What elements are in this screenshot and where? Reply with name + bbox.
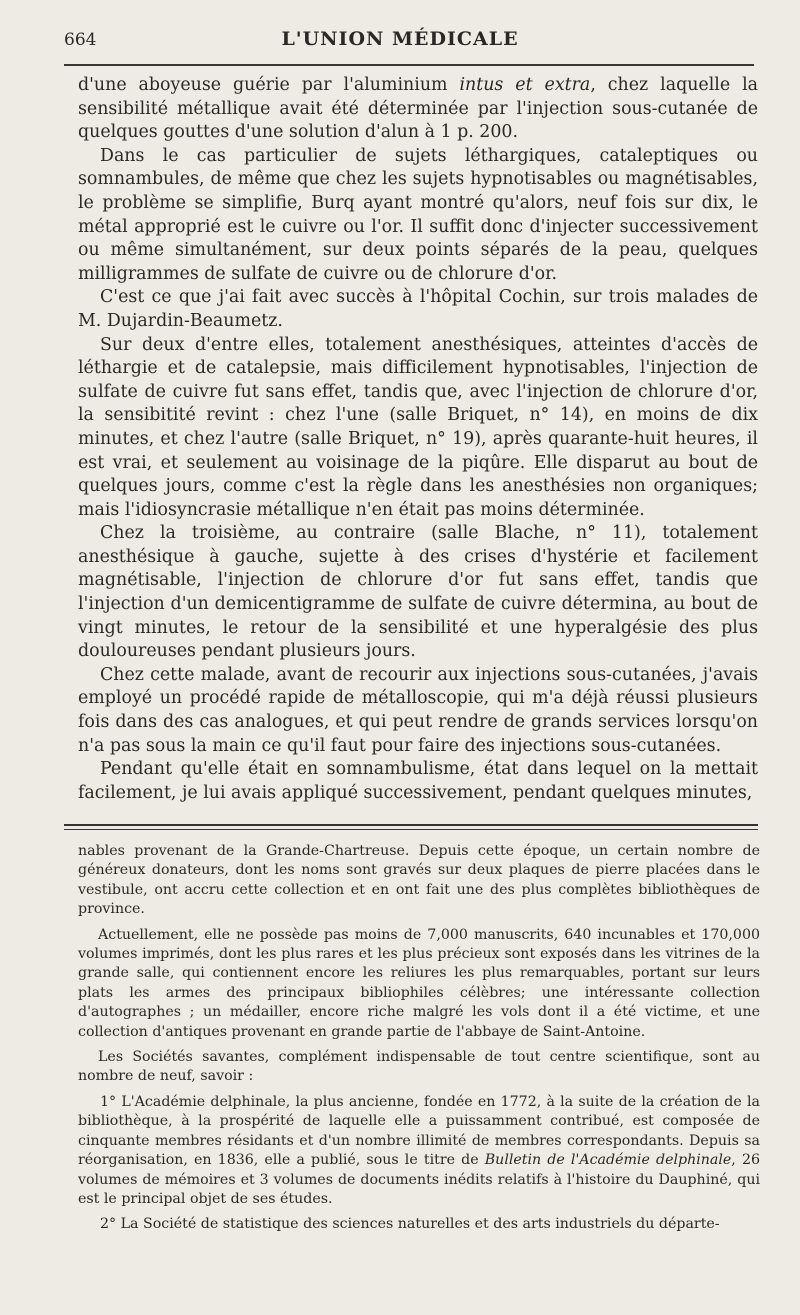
header-rule — [64, 64, 754, 66]
footnote-paragraph: Actuellement, elle ne possède pas moins de 7,000 manuscrits, 640 incunables et 170,000 volumes imprimés, dont les plus rares et les plus précieux sont exposés dans les vitrines de la grande salle, qui contiennent encore les reliures les plus remarquables, portant sur leurs plats les armes des principaux bibliophiles célèbres; une intéressante collection d'autographes ; un médailler, encore riche malgré les vols dont il a été victime, et une collection d'antiques provenant en grande partie de l'abbaye de Saint-Antoine. — [78, 926, 760, 1040]
footnote-paragraph: Les Sociétés savantes, complément indispensable de tout centre scientifique, sont au nombre de neuf, savoir : — [78, 1049, 760, 1085]
paragraph: Pendant qu'elle était en somnambulisme, état dans lequel on la mettait facilement, je lui avais appliqué successivement, pendant quelques minutes, — [78, 759, 758, 803]
paragraph: Dans le cas particulier de sujets léthargiques, cataleptiques ou somnambules, de même que chez les sujets hypnotisables ou magnétisables, le problème se simplifie, Burq ayant montré qu'alors, neuf fois sur dix, le métal approprié est le cuivre ou l'or. Il suffit donc d'injecter successivement ou même simultanément, sur deux points séparés de la peau, quelques milligrammes de sulfate de cuivre ou de chlorure d'or. — [78, 145, 758, 284]
page-header — [0, 26, 800, 56]
footnote-rule — [64, 824, 758, 830]
page-number: 664 — [64, 30, 97, 50]
main-text — [78, 74, 758, 805]
paragraph: Chez la troisième, au contraire (salle Blache, n° 11), totalement anesthésique à gauche, sujette à des crises d'hystérie et facilement magnétisable, l'injection de chlorure d'or fut sans effet, tandis que l'injection d'un demicentigramme de sulfate de cuivre détermina, au bout de vingt minutes, le retour de la sensibilité et une hyperalgésie des plus douloureuses pendant plusieurs jours. — [78, 523, 758, 662]
footnote-item: 2° La Société de statistique des sciences naturelles et des arts industriels du départe- — [100, 1216, 720, 1233]
text-run: , 26 volumes de mémoires et 3 volumes de documents inédits relatifs à l'histoire du Dauphiné, qui est le principal objet de ses études. — [78, 1152, 760, 1207]
text-run: d'une aboyeuse guérie par l'aluminium — [78, 75, 460, 95]
footnote-paragraph: nables provenant de la Grande-Chartreuse. Depuis cette époque, un certain nombre de généreux donateurs, dont les noms sont gravés sur deux plaques de pierre placées dans le vestibule, ont accru cette collection et en ont fait une des plus complètes bibliothèques de province. — [78, 843, 760, 918]
text-run: , chez laquelle la sensibilité métallique avait été déterminée par l'injection sous-cutanée de quelques gouttes d'une solution d'alun à 1 p. 200. — [78, 75, 758, 143]
italic-text: Bulletin de l'Académie delphinale — [484, 1152, 732, 1169]
footnotes — [78, 842, 760, 1241]
running-title: L'UNION MÉDICALE — [281, 28, 519, 50]
paragraph — [78, 74, 758, 145]
paragraph: C'est ce que j'ai fait avec succès à l'hôpital Cochin, sur trois malades de M. Dujardin-Beaumetz. — [78, 287, 758, 331]
paragraph: Chez cette malade, avant de recourir aux injections sous-cutanées, j'avais employé un procédé rapide de métalloscopie, qui m'a déjà réussi plusieurs fois dans des cas analogues, et qui peut rendre de grands services lorsqu'on n'a pas sous la main ce qu'il faut pour faire des injections sous-cutanées. — [78, 664, 758, 756]
text-run: 1° L'Académie delphinale, la plus ancienne, fondée en 1772, à la suite de la création de la bibliothèque, à la prospérité de laquelle elle a puissamment contribué, est composée de cinquante membres résidants et d'un nombre illimité de membres correspondants. Depuis sa réorganisation, en 1836, elle a publié, sous le titre de — [78, 1093, 760, 1169]
paragraph: Sur deux d'entre elles, totalement anesthésiques, atteintes d'accès de léthargie et de catalepsie, mais difficilement hypnotisables, l'injection de sulfate de cuivre fut sans effet, tandis que, avec l'injection de chlorure d'or, la sensibitité revint : chez l'une (salle Briquet, n° 14), en moins de dix minutes, et chez l'autre (salle Briquet, n° 19), après quarante-huit heures, il est vrai, et seulement au voisinage de la piqûre. Elle disparut au bout de quelques jours, comme c'est la règle dans les anesthésies non organiques; mais l'idiosyncrasie métallique n'en était pas moins déterminée. — [78, 334, 758, 520]
italic-text: intus et extra — [459, 75, 591, 95]
footnote-item — [78, 1093, 760, 1209]
